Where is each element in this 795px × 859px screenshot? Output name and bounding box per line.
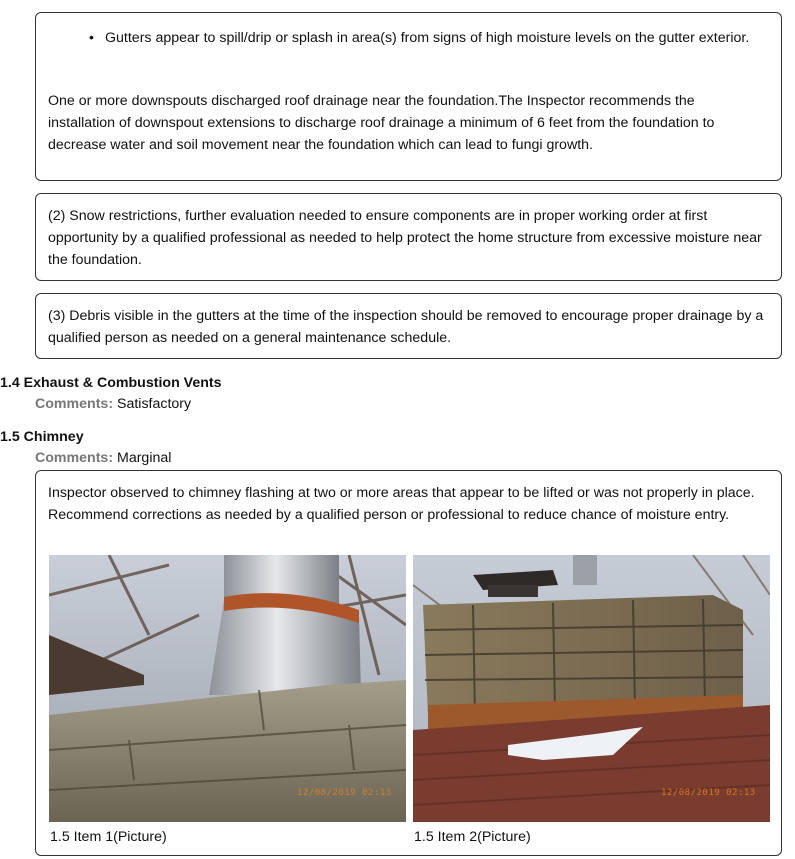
bullet-text: Gutters appear to spill/drip or splash in area(s) from signs of high moisture levels on the gutter exterior. <box>105 30 750 46</box>
chimney-comment-box <box>35 470 782 856</box>
bullet-item <box>89 27 769 49</box>
chimney-observation: Inspector observed to chimney flashing at two or more areas that appear to be lifted or was not properly in place. Recommend corrections as needed by a qualified person or professional to reduce chance of moisture entry. <box>48 485 755 523</box>
snow-restriction-box <box>35 193 782 281</box>
comments-label: Comments: <box>35 396 114 412</box>
comments-value: Marginal <box>117 450 172 466</box>
comments-exhaust-vents <box>35 393 191 415</box>
photo-caption: 1.5 Item 2(Picture) <box>414 829 531 845</box>
photo-timestamp: 12/08/2019 02:13 <box>297 788 392 798</box>
gutter-comment-box <box>35 12 782 181</box>
debris-box <box>35 293 782 359</box>
comments-value: Satisfactory <box>117 396 192 412</box>
section-title-exhaust-vents: 1.4 Exhaust & Combustion Vents <box>0 375 222 391</box>
downspout-paragraph: One or more downspouts discharged roof drainage near the foundation.The Inspector recommends the installation of downspout extensions to discharge roof drainage a minimum of 6 feet from the foundation to decrease water and soil movement near the foundation which can lead to fungi growth. <box>48 93 715 153</box>
comments-chimney <box>35 447 171 469</box>
bullet-dot-icon: • <box>89 30 94 46</box>
section-title-chimney: 1.5 Chimney <box>0 429 84 445</box>
chimney-photo-1[interactable] <box>49 555 406 822</box>
snow-restriction-text: (2) Snow restrictions, further evaluation needed to ensure components are in proper working order at first opportunity by a qualified professional as needed to help protect the home structure from excessive moisture near the foundation. <box>48 208 762 268</box>
comments-label: Comments: <box>35 450 114 466</box>
debris-text: (3) Debris visible in the gutters at the time of the inspection should be removed to encourage proper drainage by a qualified person as needed on a general maintenance schedule. <box>48 308 764 346</box>
photo-caption: 1.5 Item 1(Picture) <box>50 829 167 845</box>
photo-timestamp: 12/08/2019 02:13 <box>661 788 756 798</box>
chimney-photo-2[interactable] <box>413 555 770 822</box>
